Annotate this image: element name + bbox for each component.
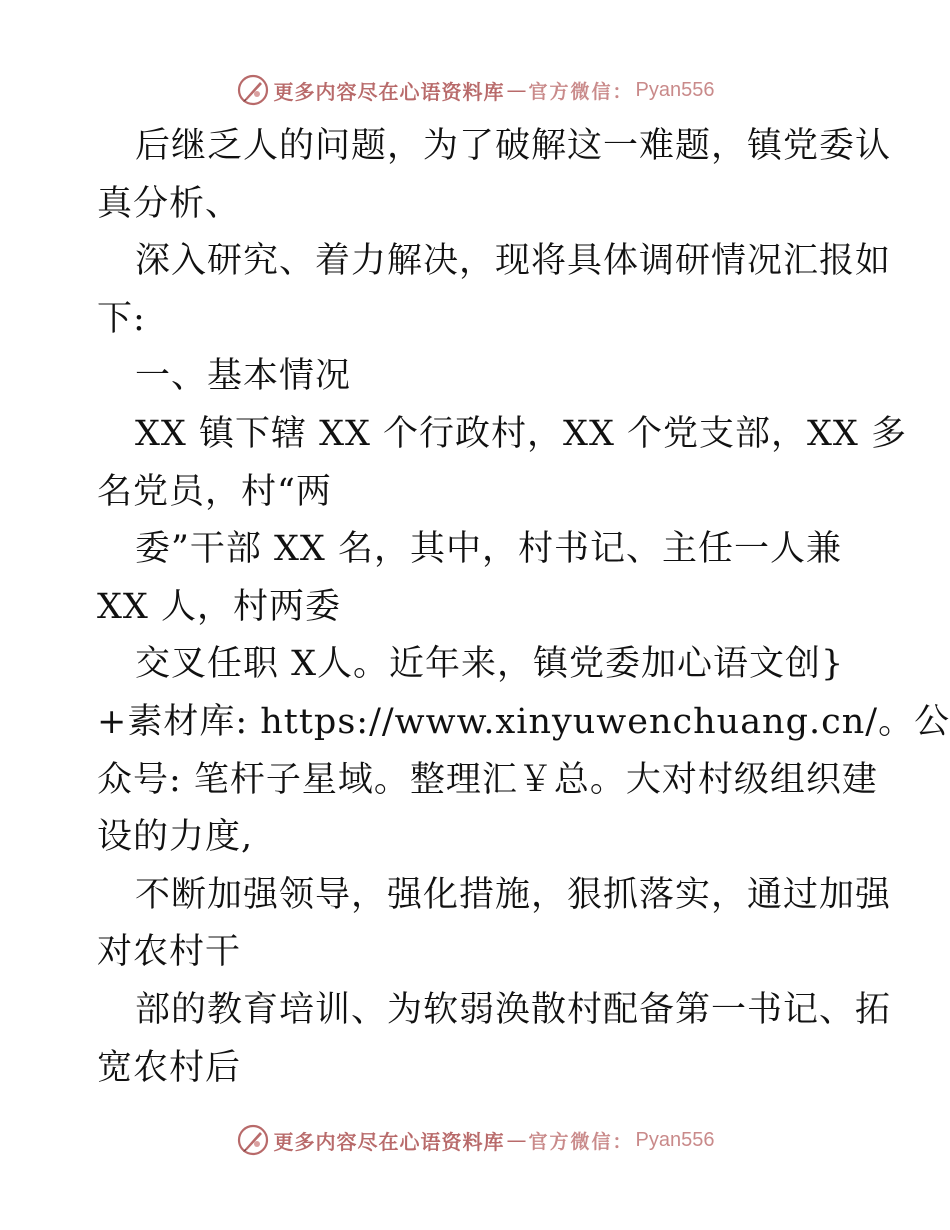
watermark-separator: — bbox=[506, 1128, 527, 1152]
body-text-line: 委”干部 XX 名，其中，村书记、主任一人兼 bbox=[135, 529, 842, 570]
watermark-text: 更多内容尽在心语资料库 bbox=[273, 79, 505, 104]
body-text-line: 众号: 笔杆子星域。整理汇￥总。大对村级组织建 bbox=[97, 759, 878, 800]
body-text-line: XX 镇下辖 XX 个行政村，XX 个党支部，XX 多 bbox=[135, 413, 907, 454]
watermark-separator: — bbox=[506, 78, 527, 102]
watermark-wechat-id: Pyan556 bbox=[635, 78, 715, 101]
watermark-footer bbox=[0, 1120, 950, 1160]
body-text-line: 部的教育培训、为软弱涣散村配备第一书记、拓 bbox=[135, 989, 892, 1030]
watermark-wechat-label: 官方微信： bbox=[528, 1130, 634, 1153]
body-text-line: 名党员，村“两 bbox=[97, 471, 332, 512]
body-text-line: 一、基本情况 bbox=[135, 356, 352, 397]
watermark-header bbox=[0, 70, 950, 110]
body-text-line: 宽农村后 bbox=[97, 1047, 242, 1088]
document-body bbox=[97, 118, 950, 1097]
body-text-line: 设的力度, bbox=[97, 817, 254, 858]
body-text-line: 深入研究、着力解决，现将具体调研情况汇报如 bbox=[135, 241, 892, 282]
body-text-line: 后继乏人的问题，为了破解这一难题，镇党委认 bbox=[135, 126, 892, 166]
body-text-line: XX 人，村两委 bbox=[97, 586, 341, 627]
body-text-line: 不断加强领导，强化措施，狠抓落实，通过加强 bbox=[135, 874, 892, 915]
body-text-line: 交叉任职 X人。近年来，镇党委加心语文创} bbox=[135, 644, 845, 685]
watermark-wechat-label: 官方微信： bbox=[528, 80, 634, 103]
body-text-line: +素材库: https://www.xinyuwenchuang.cn/。公 bbox=[97, 701, 950, 742]
body-text-line: 下: bbox=[97, 298, 146, 339]
body-text-line: 真分析、 bbox=[97, 183, 242, 224]
quill-pen-icon bbox=[236, 73, 270, 107]
quill-pen-icon bbox=[236, 1123, 270, 1157]
body-text-line: 对农村干 bbox=[97, 932, 242, 973]
watermark-text: 更多内容尽在心语资料库 bbox=[273, 1129, 505, 1154]
watermark-wechat-id: Pyan556 bbox=[635, 1128, 715, 1151]
